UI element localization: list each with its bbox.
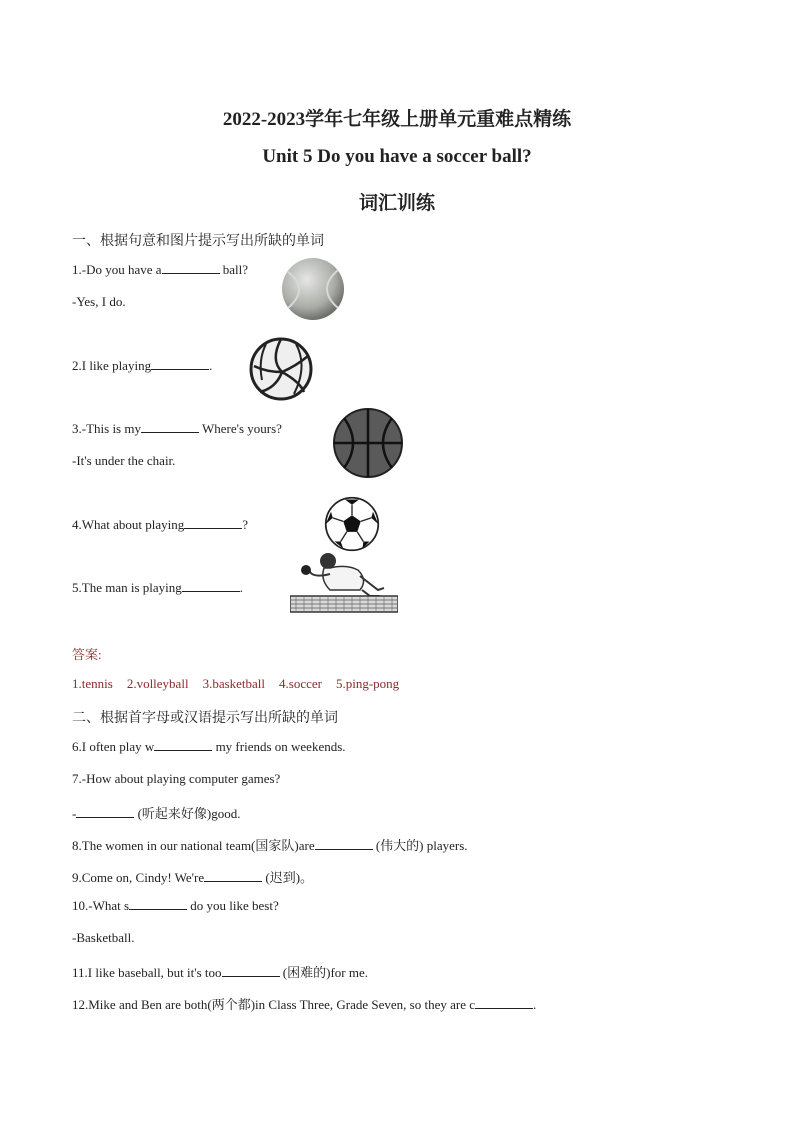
q7b-post: (听起来好像)good. <box>134 806 241 821</box>
question-4 <box>72 517 248 533</box>
question-2 <box>72 358 212 374</box>
question-1b: -Yes, I do. <box>72 294 126 309</box>
tennis-ball-icon <box>280 256 346 322</box>
question-7a: 7.-How about playing computer games? <box>72 771 281 786</box>
question-3b: -It's under the chair. <box>72 453 176 468</box>
answer-5: 5.ping-pong <box>335 676 400 691</box>
q12-post: . <box>533 997 537 1012</box>
answer-blank[interactable] <box>222 965 280 977</box>
answer-4: 4.soccer <box>279 676 322 691</box>
answer-2: 2.volleyball <box>126 676 189 691</box>
q5-post: . <box>239 580 244 595</box>
soccer-ball-icon <box>320 496 384 552</box>
question-11 <box>72 962 368 981</box>
question-5 <box>72 580 243 596</box>
question-8 <box>72 835 468 854</box>
question-1a <box>72 262 248 278</box>
answer-blank[interactable] <box>151 358 209 370</box>
q1a-pre: 1.-Do you have a <box>72 262 162 277</box>
question-7b <box>72 803 241 822</box>
q6-pre: 6.I often play w <box>72 739 155 754</box>
q11-post: (困难的)for me. <box>279 965 368 980</box>
answer-blank[interactable] <box>76 806 134 818</box>
q9-post: (迟到)。 <box>262 870 314 885</box>
q2-post: . <box>209 358 213 373</box>
q12-pre: 12.Mike and Ben are both(两个都)in Class Three, Grade Seven, so they are c <box>72 997 476 1012</box>
volleyball-icon <box>248 336 314 402</box>
unit-subtitle: Unit 5 Do you have a soccer ball? <box>262 146 532 167</box>
question-12 <box>72 994 536 1013</box>
part2-heading: 二、根据首字母或汉语提示写出所缺的单词 <box>72 711 338 726</box>
answer-label: 答案: <box>72 647 102 662</box>
q10a-pre: 10.-What s <box>72 898 130 913</box>
answer-blank[interactable] <box>129 898 187 910</box>
q8-post: (伟大的) players. <box>372 838 468 853</box>
part1-heading: 一、根据句意和图片提示写出所缺的单词 <box>72 234 324 249</box>
question-9 <box>72 867 313 886</box>
q5-pre: 5.The man is playing <box>72 580 182 595</box>
q9-pre: 9.Come on, Cindy! We're <box>72 870 205 885</box>
answer-list <box>72 676 399 692</box>
answer-blank[interactable] <box>154 739 212 751</box>
answer-blank[interactable] <box>182 580 240 592</box>
q7b-pre: - <box>72 806 77 821</box>
question-10a <box>72 898 279 914</box>
q3a-pre: 3.-This is my <box>72 421 141 436</box>
q11-pre: 11.I like baseball, but it's too <box>72 965 222 980</box>
question-6 <box>72 739 346 755</box>
answer-blank[interactable] <box>204 870 262 882</box>
q3a-post: Where's yours? <box>198 421 282 436</box>
q4-post: ? <box>242 517 249 532</box>
answer-blank[interactable] <box>475 997 533 1009</box>
basketball-icon <box>332 406 404 480</box>
answer-blank[interactable] <box>184 517 242 529</box>
answer-3: 3.basketball <box>202 676 266 691</box>
q6-post: my friends on weekends. <box>212 739 346 754</box>
q2-pre: 2.I like playing <box>72 358 152 373</box>
question-3a <box>72 421 282 437</box>
q1a-post: ball? <box>219 262 249 277</box>
answer-blank[interactable] <box>162 262 220 274</box>
ping-pong-player-icon <box>290 550 398 614</box>
answer-blank[interactable] <box>141 421 199 433</box>
q8-pre: 8.The women in our national team(国家队)are <box>72 838 315 853</box>
q10a-post: do you like best? <box>187 898 279 913</box>
answer-blank[interactable] <box>315 838 373 850</box>
question-10b: -Basketball. <box>72 930 135 945</box>
q4-pre: 4.What about playing <box>72 517 185 532</box>
section-title: 词汇训练 <box>358 193 435 214</box>
page-title: 2022-2023学年七年级上册单元重难点精练 <box>222 109 572 130</box>
answer-1: 1.tennis <box>72 676 113 691</box>
